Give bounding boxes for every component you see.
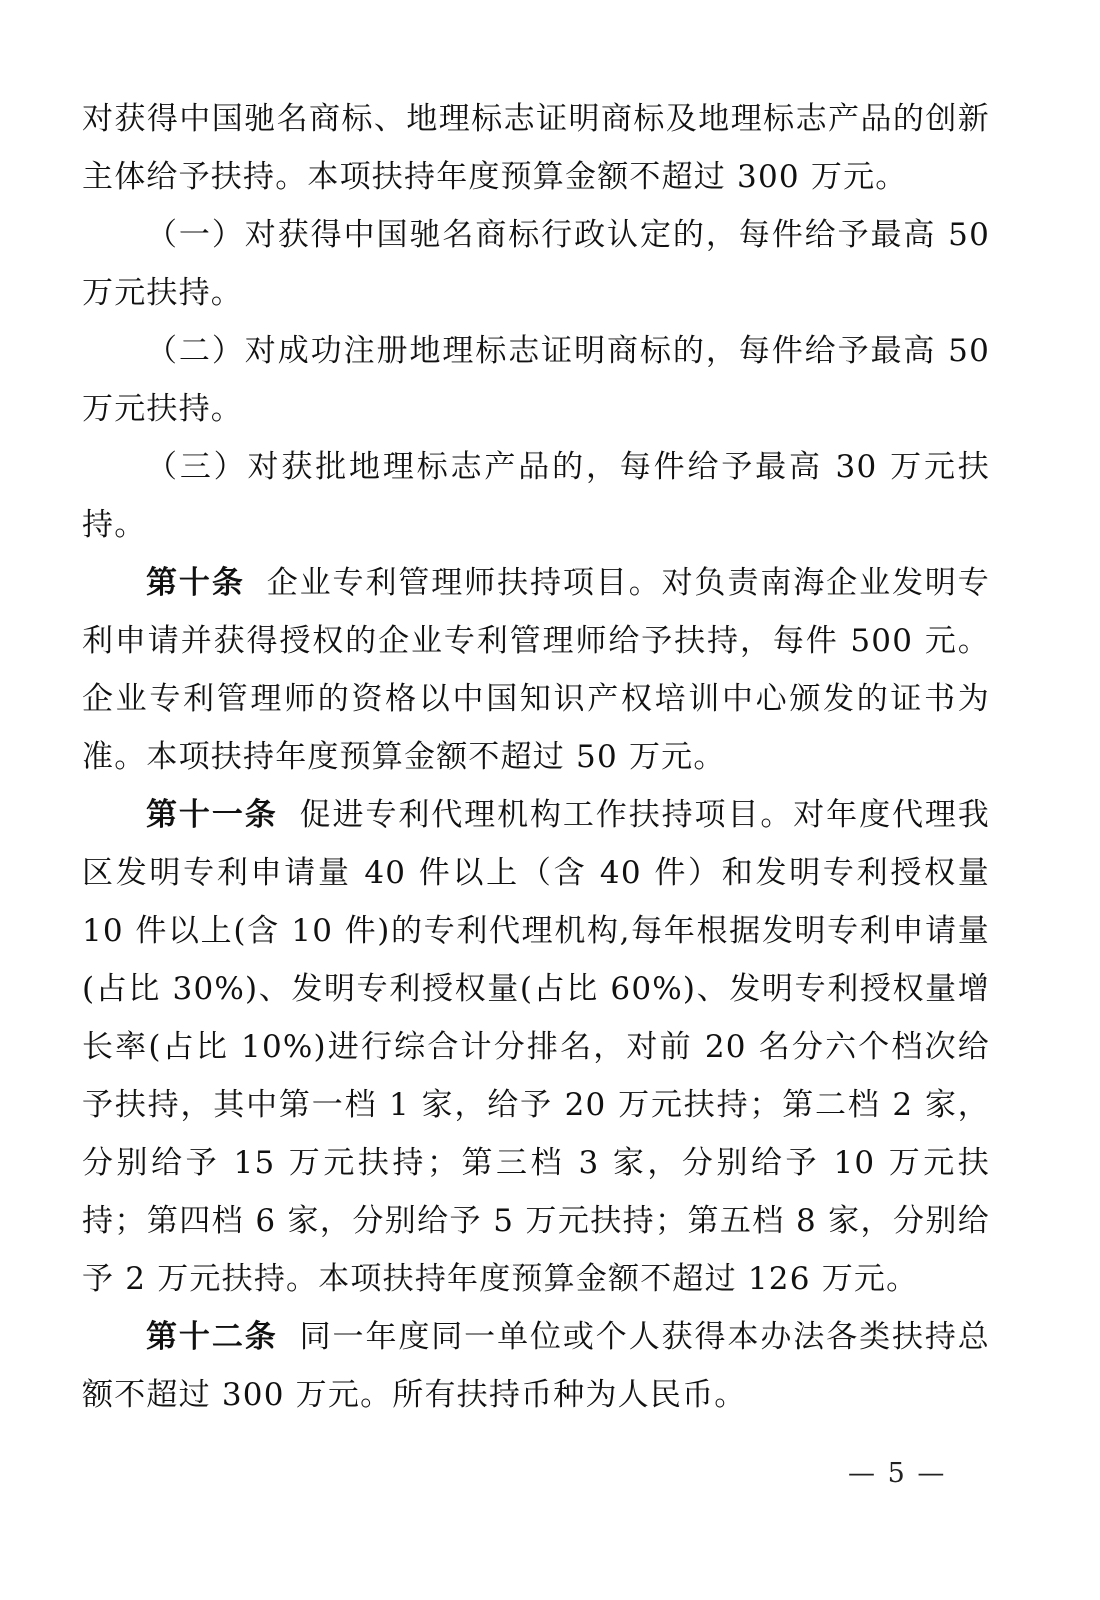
paragraph-text: （一）对获得中国驰名商标行政认定的，每件给予最高 50 万元扶持。 [82, 217, 990, 311]
paragraph-item-3 [82, 438, 990, 554]
paragraph-item-1 [82, 206, 990, 322]
paragraph-text: 对获得中国驰名商标、地理标志证明商标及地理标志产品的创新主体给予扶持。本项扶持年度预算金额不超过 300 万元。 [82, 101, 990, 195]
article-10 [82, 554, 990, 786]
article-heading: 第十二条 [146, 1319, 278, 1355]
paragraph-text: （三）对获批地理标志产品的，每件给予最高 30 万元扶持。 [82, 449, 990, 543]
article-text: 同一年度同一单位或个人获得本办法各类扶持总额不超过 300 万元。所有扶持币种为人民币。 [82, 1319, 990, 1413]
article-heading: 第十条 [146, 565, 245, 601]
article-heading: 第十一条 [146, 797, 278, 833]
article-11 [82, 786, 990, 1308]
document-body [82, 90, 990, 1424]
article-text: 促进专利代理机构工作扶持项目。对年度代理我区发明专利申请量 40 件以上（含 40 件）和发明专利授权量 10 件以上(含 10 件)的专利代理机构,每年根据发明专利申请量(占比 30%)、发明专利授权量(占比 60%)、发明专利授权量增长率(占比 10%)进行综合计分排名，对前 20 名分六个档次给予扶持，其中第一档 1 家，给予 20 万元扶持；第二档 2 家，分别给予 15 万元扶持；第三档 3 家，分别给予 10 万元扶持；第四档 6 家，分别给予 5 万元扶持；第五档 8 家，分别给予 2 万元扶持。本项扶持年度预算金额不超过 126 万元。 [82, 797, 990, 1297]
page-number: — 5 — [848, 1458, 947, 1489]
paragraph-continuation [82, 90, 990, 206]
paragraph-text: （二）对成功注册地理标志证明商标的，每件给予最高 50 万元扶持。 [82, 333, 990, 427]
paragraph-item-2 [82, 322, 990, 438]
article-12 [82, 1308, 990, 1424]
article-text: 企业专利管理师扶持项目。对负责南海企业发明专利申请并获得授权的企业专利管理师给予扶持，每件 500 元。企业专利管理师的资格以中国知识产权培训中心颁发的证书为准。本项扶持年度预算金额不超过 50 万元。 [82, 565, 990, 775]
